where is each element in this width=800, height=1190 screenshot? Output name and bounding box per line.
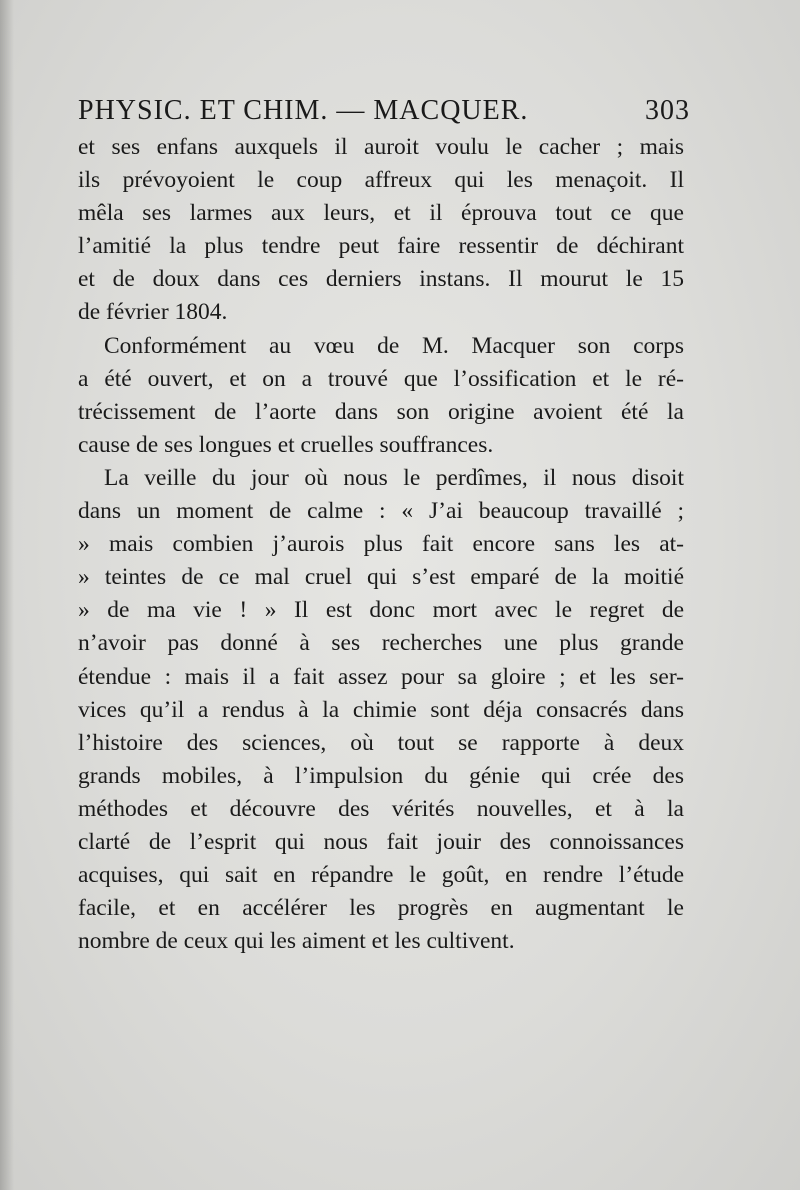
text-line: a été ouvert, et on a trouvé que l’ossification et le ré- [78,365,684,392]
text-line: et de doux dans ces derniers instans. Il mourut le 15 [78,266,684,293]
text-line: » mais combien j’aurois plus fait encore sans les at- [78,531,684,558]
text-line: méthodes et découvre des vérités nouvelles, et à la [78,795,684,822]
text-line: vices qu’il a rendus à la chimie sont déja consacrés dans [78,696,684,723]
gutter-shadow [0,0,14,1190]
text-line: nombre de ceux qui les aiment et les cultivent. [78,928,515,955]
text-line: cause de ses longues et cruelles souffrances. [78,431,494,458]
running-head-title: PHYSIC. ET CHIM. — MACQUER. [78,95,529,126]
text-line: n’avoir pas donné à ses recherches une plus grande [78,630,684,657]
text-line: ils prévoyoient le coup affreux qui les menaçoit. Il [78,167,684,194]
text-line: de février 1804. [78,299,228,326]
text-line: » de ma vie ! » Il est donc mort avec le regret de [78,597,684,624]
text-line: mêla ses larmes aux leurs, et il éprouva tout ce que [78,200,684,227]
text-line: La veille du jour où nous le perdîmes, il nous disoit [104,464,684,491]
text-line: et ses enfans auxquels il auroit voulu le cacher ; mais [78,134,684,160]
page-number: 303 [645,95,690,126]
text-line: facile, et en accélérer les progrès en augmentant le [78,895,684,922]
body-text [78,131,684,958]
text-line: dans un moment de calme : « J’ai beaucoup travaillé ; [78,498,684,525]
text-line: » teintes de ce mal cruel qui s’est emparé de la moitié [78,564,684,591]
text-line: l’amitié la plus tendre peut faire ressentir de déchirant [78,233,684,260]
text-line: grands mobiles, à l’impulsion du génie qui crée des [78,762,684,789]
text-line: acquises, qui sait en répandre le goût, en rendre l’étude [78,862,684,889]
text-line: clarté de l’esprit qui nous fait jouir des connoissances [78,828,684,855]
running-head [78,94,690,128]
text-line: l’histoire des sciences, où tout se rapporte à deux [78,729,684,756]
text-line: trécissement de l’aorte dans son origine avoient été la [78,398,684,425]
text-line: Conformément au vœu de M. Macquer son corps [104,332,684,359]
text-line: étendue : mais il a fait assez pour sa gloire ; et les ser- [78,663,684,690]
